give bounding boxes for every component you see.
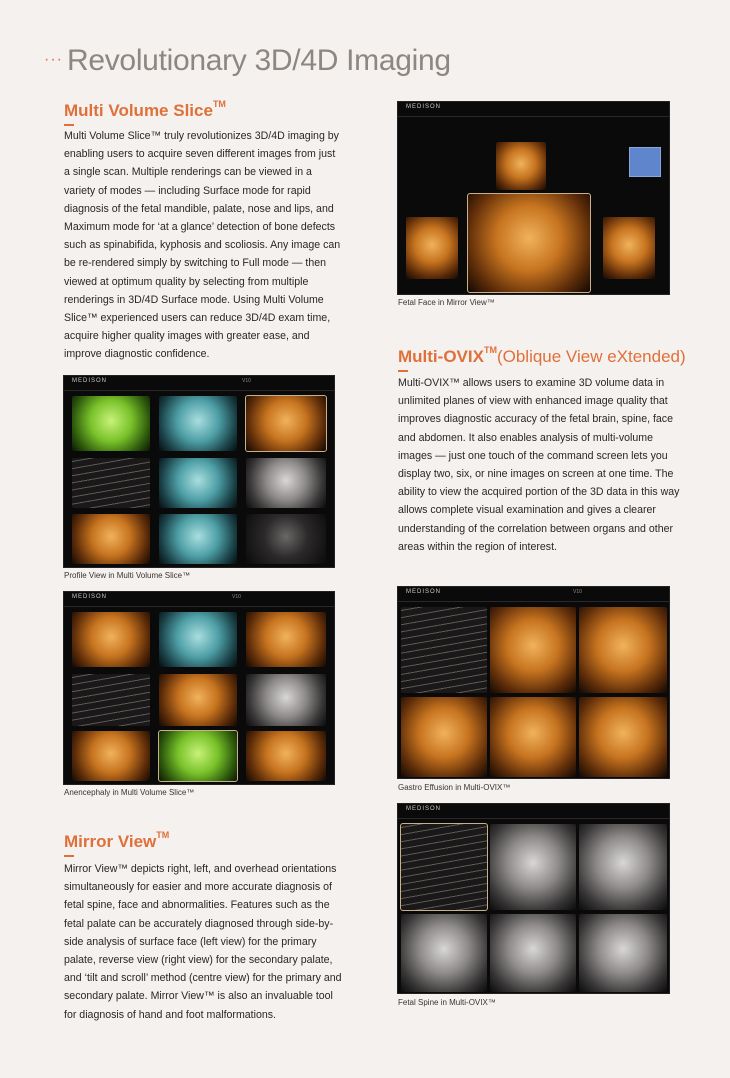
brand-label: MEDISON — [406, 806, 442, 812]
multi-ovix-title: Multi-OVIX — [398, 347, 484, 366]
mirror-view-heading — [64, 830, 169, 852]
anencephaly-screen — [63, 591, 335, 785]
gastro-effusion-screen — [397, 586, 670, 779]
multi-ovix-tm: TM — [483, 345, 497, 355]
image-tile — [72, 731, 150, 781]
image-tile — [579, 607, 667, 693]
image-tile — [401, 914, 487, 992]
mvs-title: Multi Volume Slice — [64, 101, 213, 120]
profile-view-caption: Profile View in Multi Volume Slice™ — [64, 571, 191, 580]
image-tile — [159, 396, 237, 451]
image-tile — [579, 914, 667, 992]
page-title-text: Revolutionary 3D/4D Imaging — [66, 44, 451, 77]
screen-header — [64, 592, 334, 607]
image-tile — [490, 914, 576, 992]
image-tile — [246, 396, 326, 451]
image-tile — [72, 674, 150, 726]
screen-header — [398, 102, 669, 117]
mvs-heading — [64, 99, 226, 121]
screen-header — [398, 804, 669, 819]
image-tile — [72, 458, 150, 508]
profile-view-screen — [63, 375, 335, 568]
fetal-face-caption: Fetal Face in Mirror View™ — [398, 298, 495, 307]
image-tile — [246, 674, 326, 726]
left-view-image — [406, 217, 458, 279]
screen-header — [398, 587, 669, 602]
image-tile — [72, 612, 150, 667]
anencephaly-caption: Anencephaly in Multi Volume Slice™ — [64, 788, 195, 797]
image-tile — [490, 824, 576, 910]
image-tile — [401, 824, 487, 910]
image-tile — [401, 607, 487, 693]
mvs-rule — [64, 124, 74, 126]
screen-mode-label: V10 — [573, 589, 582, 595]
image-tile — [159, 612, 237, 667]
page-title — [44, 44, 451, 78]
fetal-spine-caption: Fetal Spine in Multi-OVIX™ — [398, 998, 496, 1007]
image-tile — [246, 612, 326, 667]
image-tile — [159, 458, 237, 508]
brand-label: MEDISON — [72, 594, 108, 600]
image-tile — [579, 697, 667, 777]
screen-mode-label: V10 — [242, 378, 251, 384]
multi-ovix-subtitle: (Oblique View eXtended) — [496, 347, 686, 366]
brand-label: MEDISON — [406, 589, 442, 595]
multi-ovix-heading — [398, 345, 686, 367]
image-tile — [579, 824, 667, 910]
center-view-image — [468, 194, 590, 292]
image-tile — [159, 731, 237, 781]
mirror-view-body: Mirror View™ depicts right, left, and overhead orientations simultaneously for easier and more accurate diagnosis of fetal spine, face and abnormalities. Features such as the fetal palate can be accurately diagnosed through side-by-side analysis of surface face (left view) for the primary palate, reverse view (right view) for the secondary palate, and ‘tilt and scroll’ method (centre view) for the primary and secondary palate. Mirror View™ is also an invaluable tool for diagnosis of hand and foot malformations. — [64, 863, 342, 1021]
image-tile — [246, 514, 326, 564]
image-tile — [490, 607, 576, 693]
image-tile — [159, 674, 237, 726]
mvs-tm: TM — [212, 99, 226, 109]
title-dots: ··· — [44, 51, 63, 68]
image-tile — [159, 514, 237, 564]
image-tile — [246, 458, 326, 508]
mvs-body: Multi Volume Slice™ truly revolutionizes 3D/4D imaging by enabling users to acquire seven different images from just a single scan. Multiple renderings can be viewed in a variety of modes — including Surface mode for rapid diagnosis of the fetal mandible, palate, nose and lips, and Maximum mode for ‘at a glance’ detection of bone defects such as spinabifida, kyphosis and scoliosis. Any image can be re-rendered simply by switching to Full mode — then viewed at optimum quality by selecting from multiple renderings in 3D/4D Surface mode. Using Multi Volume Slice™ experienced users can reduce 3D/4D exam time, acquire higher quality images with greater ease, and improve diagnostic confidence. — [64, 130, 341, 361]
screen-header — [64, 376, 334, 391]
brand-label: MEDISON — [406, 104, 442, 110]
multi-ovix-body: Multi-OVIX™ allows users to examine 3D volume data in unlimited planes of view with enhanced image quality that improves diagnostic accuracy of the fetal brain, spine, face and abdomen. It also enables analysis of multi-volume images — just one touch of the command screen lets you display two, six, or nine images on screen at one time. The ability to view the acquired portion of the 3D data in this way allows complete visual examination and gives a clearer understanding of the correlation between organs and other areas within the region of interest. — [398, 377, 680, 553]
image-tile — [72, 396, 150, 451]
image-tile — [490, 697, 576, 777]
gastro-effusion-caption: Gastro Effusion in Multi-OVIX™ — [398, 783, 511, 792]
right-view-image — [603, 217, 655, 279]
image-tile — [246, 731, 326, 781]
mirror-view-tm: TM — [156, 830, 170, 840]
brand-label: MEDISON — [72, 378, 108, 384]
multi-ovix-rule — [398, 370, 408, 372]
screen-mode-label: V10 — [232, 594, 241, 600]
orientation-cube-icon — [629, 147, 661, 177]
image-tile — [401, 697, 487, 777]
fetal-spine-screen — [397, 803, 670, 994]
overhead-view-image — [496, 142, 546, 190]
mirror-view-rule — [64, 855, 74, 857]
fetal-face-screen — [397, 101, 670, 295]
mirror-view-title: Mirror View — [64, 832, 157, 851]
image-tile — [72, 514, 150, 564]
